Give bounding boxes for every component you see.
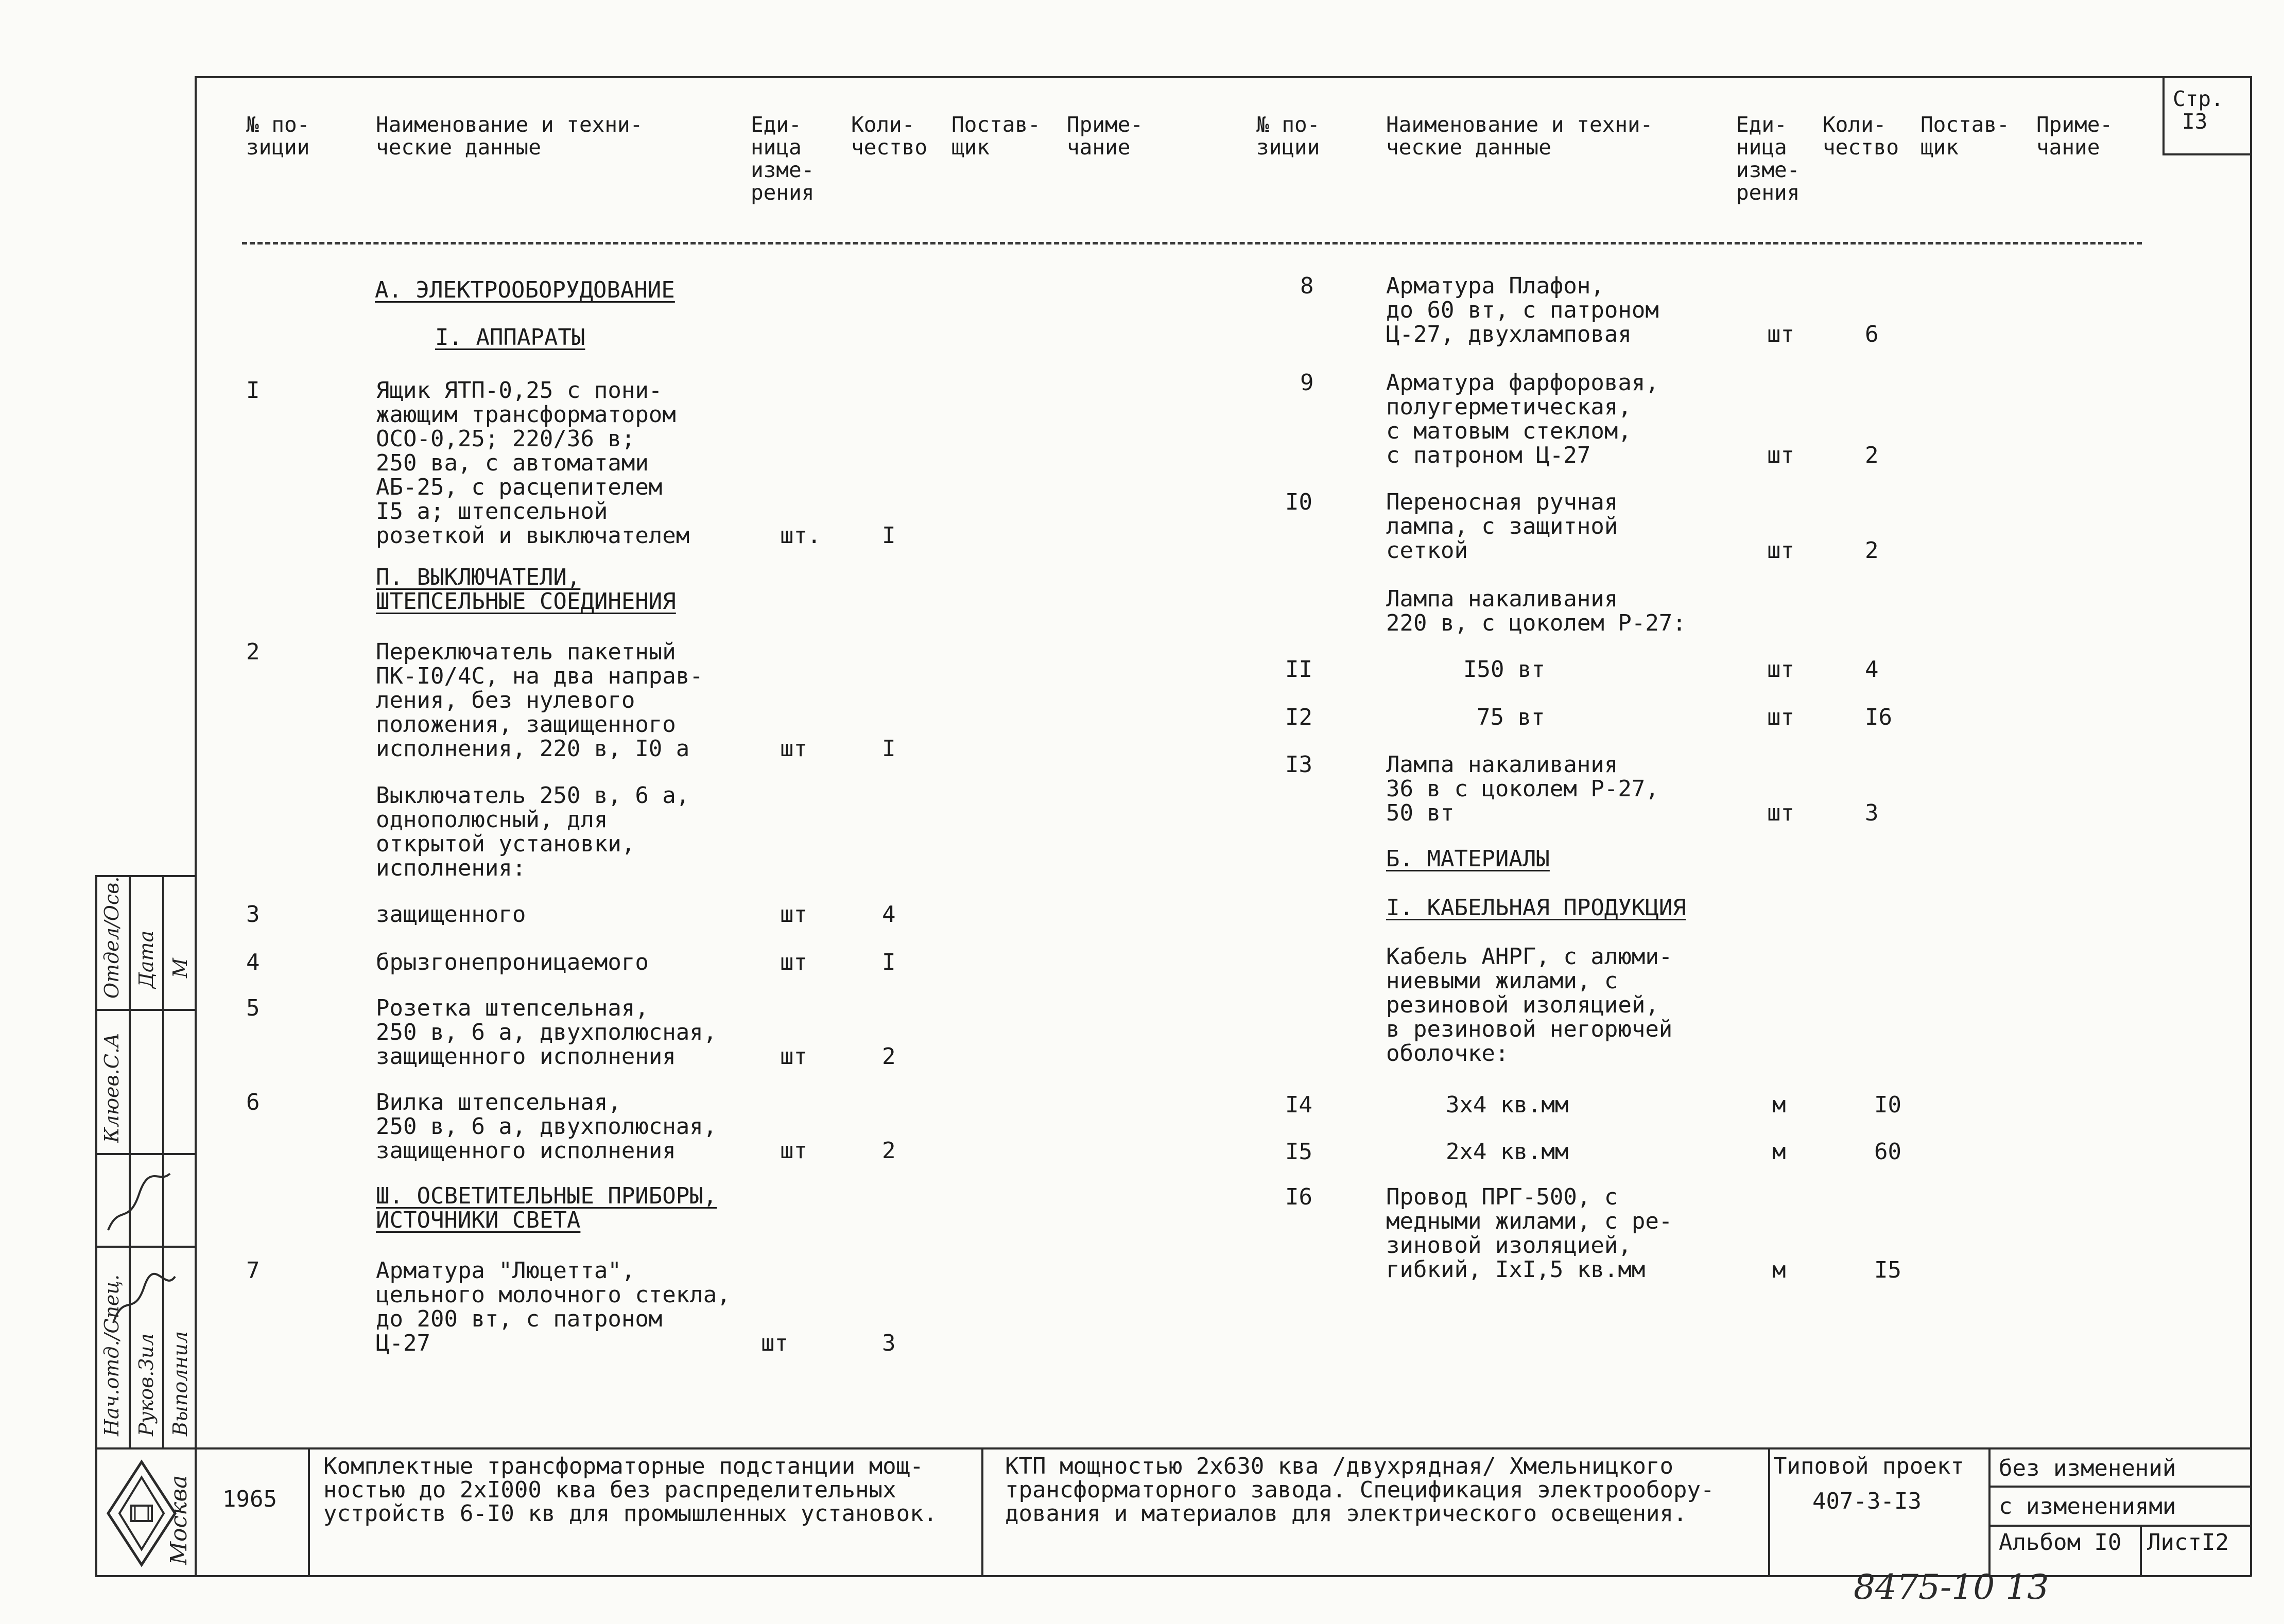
item-qty: I xyxy=(882,736,896,762)
stamp-divider-2 xyxy=(981,1447,983,1576)
stamp-row-line-2 xyxy=(1988,1525,2251,1527)
side-table-left xyxy=(95,875,97,1575)
stamp-title-general: Комплектные трансформаторные подстанции мощ- ностью до 2хI000 ква без распределительных устройств 6-I0 кв для промышленных установок. xyxy=(323,1453,938,1527)
item-qty: 60 xyxy=(1874,1139,1901,1165)
item-name: Арматура Плафон, до 60 вт, с патроном Ц-27, двухламповая xyxy=(1386,273,1659,347)
item-unit: м xyxy=(1772,1092,1786,1118)
item-pos: I4 xyxy=(1285,1092,1312,1118)
item-unit: шт xyxy=(1767,704,1794,730)
item-qty: 2 xyxy=(882,1043,896,1070)
item-pos: 2 xyxy=(246,639,260,665)
item-qty: I6 xyxy=(1865,704,1892,730)
header-supplier-right: Постав- щик xyxy=(1920,112,2010,160)
item-name: Переключатель пакетный ПК-I0/4С, на два направ- ления, без нулевого положения, защищенного исполнения, 220 в, I0 а xyxy=(376,639,703,762)
header-separator xyxy=(242,242,2142,245)
inventory-number: 8475-10 13 xyxy=(1854,1567,2049,1607)
item-unit: м xyxy=(1772,1257,1786,1283)
item-name: Ящик ЯТП-0,25 с пони- жающим трансформатором ОСО-0,25; 220/36 в; 250 ва, с автоматами АБ-25, с расцепителем I5 а; штепсельной розеткой и выключателем xyxy=(376,377,690,549)
stamp-project-number: 407-3-I3 xyxy=(1812,1488,1922,1514)
subsection-2-heading: П. ВЫКЛЮЧАТЕЛИ, ШТЕПСЕЛЬНЫЕ СОЕДИНЕНИЯ xyxy=(376,564,676,615)
stamp-city: Москва xyxy=(166,1475,192,1565)
header-qty-right: Коли- чество xyxy=(1823,112,1899,160)
item-qty: I xyxy=(882,949,896,975)
item-qty: 6 xyxy=(1865,321,1879,347)
title-block-top-line xyxy=(95,1447,2251,1450)
item-name: Арматура фарфоровая, полугерметическая, с матовым стеклом, с патроном Ц-27 xyxy=(1386,370,1659,468)
stamp-sheet: ЛистI2 xyxy=(2147,1529,2229,1556)
item-name: 2х4 кв.мм xyxy=(1446,1139,1569,1165)
item-pos: 7 xyxy=(246,1258,260,1284)
stamp-year: 1965 xyxy=(222,1486,277,1512)
header-name-right: Наименование и техни- ческие данные xyxy=(1386,112,1653,160)
stamp-title-specific: КТП мощностью 2х630 ква /двухрядная/ Хмельницкого трансформаторного завода. Спецификация электрообору- дования и материалов для электрического освещения. xyxy=(1005,1453,1715,1527)
item-unit: шт xyxy=(780,901,807,928)
item-name: Розетка штепсельная, 250 в, 6 а, двухполюсная, защищенного исполнения xyxy=(376,995,717,1070)
page-label: Стр. xyxy=(2173,86,2224,111)
page-box-bottom xyxy=(2162,153,2251,155)
item-unit: шт xyxy=(1767,656,1794,683)
item-qty: 3 xyxy=(882,1330,896,1356)
item-qty: 4 xyxy=(1865,656,1879,683)
item-name: защищенного xyxy=(376,901,526,928)
signature-mark xyxy=(98,1261,191,1338)
stamp-divider-5 xyxy=(2140,1525,2142,1576)
stamp-project-label: Типовой проект xyxy=(1773,1453,1964,1479)
item-unit: шт xyxy=(780,1043,807,1070)
side-table-row-2 xyxy=(95,1153,195,1155)
subsection-1-heading: I. АППАРАТЫ xyxy=(435,324,585,351)
header-note-right: Приме- чание xyxy=(2036,112,2113,160)
section-a-heading: А. ЭЛЕКТРООБОРУДОВАНИЕ xyxy=(375,277,675,303)
side-table-col-1 xyxy=(129,875,131,1447)
item-name: Лампа накаливания 36 в с цоколем Р-27, 50 вт xyxy=(1386,752,1659,826)
frame-top-border xyxy=(195,76,2251,78)
item-pos: I2 xyxy=(1285,704,1312,730)
item-qty: I5 xyxy=(1874,1257,1901,1283)
item-unit: шт. xyxy=(780,522,821,549)
header-qty-left: Коли- чество xyxy=(851,112,928,160)
item-unit: шт xyxy=(780,736,807,762)
item-name: 3х4 кв.мм xyxy=(1446,1092,1569,1118)
stamp-with-changes: с изменениями xyxy=(1999,1493,2176,1520)
item-name: Вилка штепсельная, 250 в, 6 а, двухполюсная, защищенного исполнения xyxy=(376,1089,717,1164)
header-pos-left: № по- зиции xyxy=(246,112,310,160)
item-name: брызгонепроницаемого xyxy=(376,949,649,975)
stamp-divider-4 xyxy=(1988,1447,1991,1576)
header-note-left: Приме- чание xyxy=(1067,112,1144,160)
side-table-row-1 xyxy=(95,1009,195,1011)
item-pos: I6 xyxy=(1285,1184,1312,1210)
item-pos: 3 xyxy=(246,901,260,928)
item-qty: I0 xyxy=(1874,1092,1901,1118)
lamp-intro: Лампа накаливания 220 в, с цоколем Р-27: xyxy=(1386,586,1686,636)
side-date: Дата xyxy=(135,930,158,988)
item-qty: 2 xyxy=(882,1138,896,1164)
subsection-3-heading: Ш. ОСВЕТИТЕЛЬНЫЕ ПРИБОРЫ, ИСТОЧНИКИ СВЕТА xyxy=(376,1183,717,1233)
item-name: I50 вт xyxy=(1463,656,1545,683)
switch-intro: Выключатель 250 в, 6 а, однополюсный, для открытой установки, исполнения: xyxy=(376,782,690,881)
page-box-left xyxy=(2162,76,2165,154)
item-unit: шт xyxy=(1767,442,1794,468)
item-qty: 2 xyxy=(1865,442,1879,468)
item-name: Переносная ручная лампа, с защитной сеткой xyxy=(1386,489,1618,564)
stamp-album: Альбом I0 xyxy=(1999,1529,2122,1556)
item-pos: 8 xyxy=(1300,273,1314,299)
item-qty: 4 xyxy=(882,901,896,928)
header-unit-right: Еди- ница изме- рения xyxy=(1736,112,1800,205)
item-unit: м xyxy=(1772,1139,1786,1165)
cable-intro: Кабель АНРГ, с алюми- ниевыми жилами, с резиновой изоляцией, в резиновой негорючей оболочке: xyxy=(1386,944,1673,1067)
item-pos: II xyxy=(1285,656,1312,683)
item-unit: шт xyxy=(780,1138,807,1164)
side-exec: Выполнил xyxy=(169,1331,192,1436)
item-name: Арматура "Люцетта", цельного молочного стекла, до 200 вт, с патроном Ц-27 xyxy=(376,1258,731,1356)
frame-left-border xyxy=(195,76,197,1577)
side-table-col-2 xyxy=(162,875,164,1447)
item-pos: I0 xyxy=(1285,489,1312,515)
item-unit: шт xyxy=(761,1330,788,1356)
stamp-divider-1 xyxy=(308,1447,310,1576)
header-unit-left: Еди- ница изме- рения xyxy=(751,112,815,205)
item-name: 75 вт xyxy=(1477,704,1545,730)
side-month: М xyxy=(169,958,192,978)
stamp-no-changes: без изменений xyxy=(1999,1455,2176,1481)
item-unit: шт xyxy=(1767,800,1794,826)
subsection-cable-heading: I. КАБЕЛЬНАЯ ПРОДУКЦИЯ xyxy=(1386,895,1686,921)
header-supplier-left: Постав- щик xyxy=(951,112,1041,160)
item-pos: I3 xyxy=(1285,752,1312,778)
item-qty: I xyxy=(882,522,896,549)
item-pos: I xyxy=(246,377,260,404)
header-pos-right: № по- зиции xyxy=(1256,112,1320,160)
stamp-row-line-1 xyxy=(1988,1486,2251,1488)
item-qty: 2 xyxy=(1865,537,1879,564)
side-lead: Руков.Зил xyxy=(135,1333,158,1436)
item-name: Провод ПРГ-500, с медными жилами, с ре- зиновой изоляцией, гибкий, IхI,5 кв.мм xyxy=(1386,1184,1673,1283)
side-table-row-3 xyxy=(95,1246,195,1248)
item-unit: шт xyxy=(780,949,807,975)
signature-mark xyxy=(98,1163,191,1241)
item-qty: 3 xyxy=(1865,800,1879,826)
section-b-heading: Б. МАТЕРИАЛЫ xyxy=(1386,846,1550,872)
side-author: Клюев.С.А xyxy=(100,1033,123,1143)
item-unit: шт xyxy=(1767,537,1794,564)
item-pos: 9 xyxy=(1300,370,1314,396)
page-number: I3 xyxy=(2182,109,2208,134)
item-pos: I5 xyxy=(1285,1139,1312,1165)
header-name-left: Наименование и техни- ческие данные xyxy=(376,112,643,160)
stamp-divider-3 xyxy=(1768,1447,1770,1576)
side-head: Нач.отд./Спец. xyxy=(100,1274,123,1436)
item-pos: 5 xyxy=(246,995,260,1021)
frame-right-border xyxy=(2250,76,2252,1577)
item-unit: шт xyxy=(1767,321,1794,347)
side-dept: Отдел/Осв. xyxy=(100,876,123,999)
item-pos: 4 xyxy=(246,949,260,975)
item-pos: 6 xyxy=(246,1089,260,1115)
